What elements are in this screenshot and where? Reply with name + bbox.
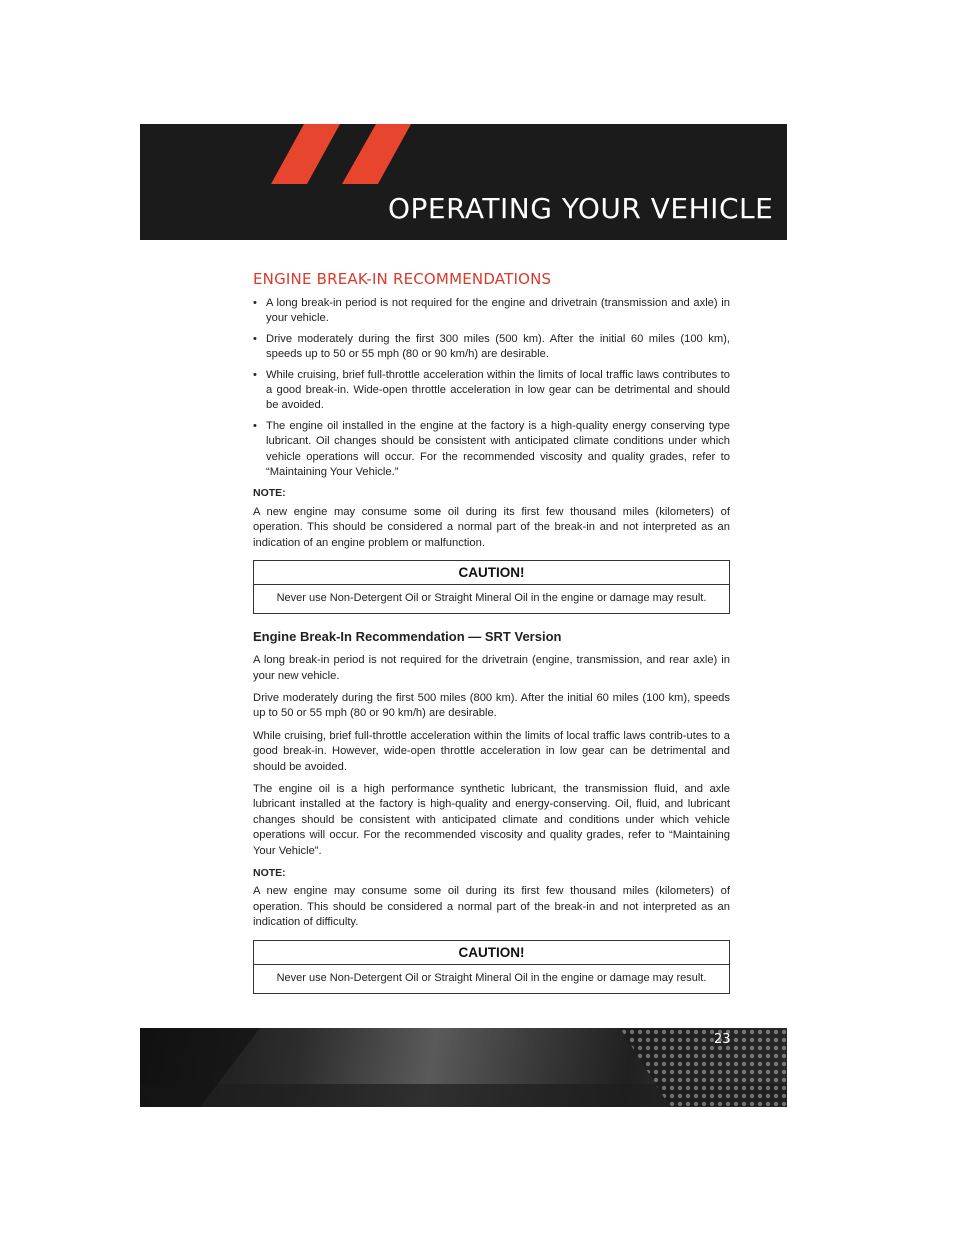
list-item: • The engine oil installed in the engine at the factory is a high-quality energy conserving type lubricant. Oil changes should be consistent with anticipated climate conditions under which vehicle operations will occur. For the recommended viscosity and quality grades, refer to “Maintaining Your Vehicle.” xyxy=(253,419,730,481)
footer-background-image xyxy=(140,1028,787,1107)
note-label: NOTE: xyxy=(253,487,286,500)
caution-text: Never use Non-Detergent Oil or Straight Mineral Oil in the engine or damage may result. xyxy=(276,971,707,984)
page-title: OPERATING YOUR VEHICLE xyxy=(388,192,774,225)
caution-title: CAUTION! xyxy=(254,941,729,965)
stripe-right xyxy=(342,124,411,184)
page-number: 23 xyxy=(714,1032,731,1047)
page-footer xyxy=(140,1028,787,1107)
paragraph: While cruising, brief full-throttle acceleration within the limits of local traffic laws contrib-utes to a good break-in. However, wide-open throttle acceleration in low gear can be detrimental and should be avoided. xyxy=(253,729,730,773)
paragraph: The engine oil is a high performance synthetic lubricant, the transmission fluid, and axle lubricant installed at the factory is high-quality and energy-conserving. Oil, fluid, and lubricant changes should be consistent with anticipated climate and conditions under which vehicle operations will occur. For the recommended viscosity and quality grades, refer to “Maintaining Your Vehicle”. xyxy=(253,782,730,857)
caution-text: Never use Non-Detergent Oil or Straight Mineral Oil in the engine or damage may result. xyxy=(276,592,707,605)
paragraph: A long break-in period is not required for the drivetrain (engine, transmission, and rear axle) in your new vehicle. xyxy=(253,654,730,682)
page-header xyxy=(140,124,787,240)
stripe-left xyxy=(271,124,340,184)
note-label: NOTE: xyxy=(253,866,286,879)
paragraph: Drive moderately during the first 500 miles (800 km). After the initial 60 miles (100 km), speeds up to 50 or 55 mph (80 or 90 km/h) are desirable. xyxy=(253,691,730,720)
section-title: ENGINE BREAK-IN RECOMMENDATIONS xyxy=(253,270,552,288)
note-text: A new engine may consume some oil during its first few thousand miles (kilometers) of operation. This should be considered a normal part of the break-in and not interpreted as an indication of an engine problem or malfunction. xyxy=(253,505,730,549)
list-item: • A long break-in period is not required for the engine and drivetrain (transmission and axle) in your vehicle. xyxy=(253,296,730,327)
caution-box xyxy=(253,940,730,994)
subsection-title: Engine Break-In Recommendation — SRT Version xyxy=(253,629,562,645)
note-text: A new engine may consume some oil during its first few thousand miles (kilometers) of operation. This should be considered a normal part of the break-in and not interpreted as an indication of difficulty. xyxy=(253,885,730,929)
bullet-list xyxy=(253,296,730,480)
brand-stripes-logo xyxy=(140,124,440,188)
list-item: • While cruising, brief full-throttle acceleration within the limits of local traffic laws contributes to a good break-in. Wide-open throttle acceleration in low gear can be detrimental and should be avoided. xyxy=(253,368,730,414)
list-item: • Drive moderately during the first 300 miles (500 km). After the initial 60 miles (100 km), speeds up to 50 or 55 mph (80 or 90 km/h) are desirable. xyxy=(253,332,730,363)
main-content xyxy=(253,268,730,1004)
caution-box xyxy=(253,560,730,614)
caution-title: CAUTION! xyxy=(254,561,729,585)
